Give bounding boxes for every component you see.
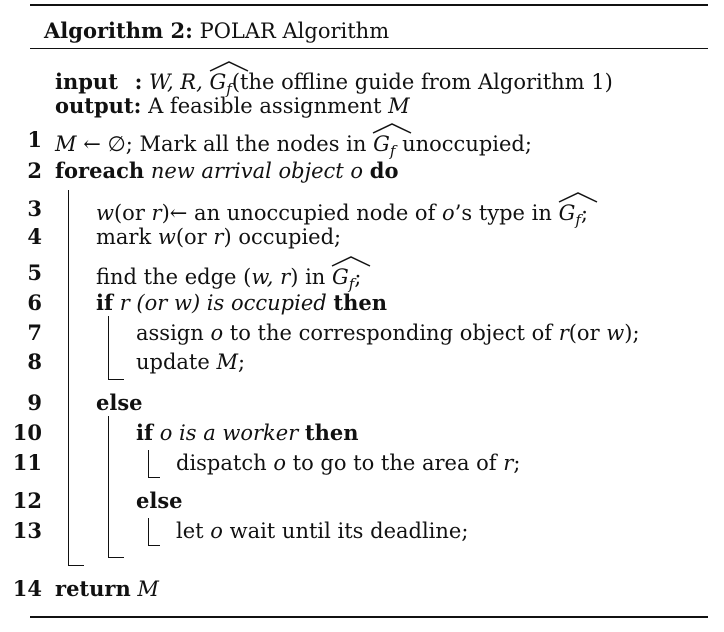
do-keyword: do xyxy=(369,158,399,183)
line-number: 11 xyxy=(12,450,42,475)
line-12 xyxy=(136,488,183,514)
output-variable: M xyxy=(388,94,410,118)
output-line xyxy=(55,93,410,119)
input-separator: : xyxy=(134,69,143,94)
if-block-line xyxy=(108,316,109,380)
inner-else-block-end xyxy=(148,545,160,546)
wide-hat-accent xyxy=(558,191,598,203)
line-4: mark w(or r) occupied; xyxy=(96,225,342,249)
line-7: assign o to the corresponding object of r(or w); xyxy=(136,321,640,345)
line-number: 7 xyxy=(27,320,42,345)
line-5: find the edge (w, r) in $G_f$; xyxy=(96,260,361,297)
if-keyword: if xyxy=(96,290,114,315)
else-block-end xyxy=(108,557,124,558)
wide-hat-accent xyxy=(331,255,371,267)
line-number: 5 xyxy=(27,260,42,285)
foreach-block-line xyxy=(68,190,69,566)
wide-hat-accent xyxy=(372,122,412,134)
then-keyword: then xyxy=(304,420,359,445)
output-keyword: output: xyxy=(55,93,142,118)
line-8: update M; xyxy=(136,350,246,374)
line-14: return M xyxy=(55,576,159,601)
offline-guide-symbol: $G_f$ xyxy=(332,260,354,297)
inner-else-block-line xyxy=(148,518,149,546)
offline-guide-symbol: $G_f$ xyxy=(210,65,232,102)
line-number: 14 xyxy=(12,576,42,601)
bottom-rule xyxy=(30,616,708,618)
then-keyword: then xyxy=(333,290,387,315)
output-description: A feasible assignment xyxy=(148,94,382,118)
line-1: M ← ∅; Mark all the nodes in $G_f$ unoccupied; xyxy=(55,127,532,164)
header-rule xyxy=(30,48,708,49)
offline-guide-symbol: $G_f$ xyxy=(559,196,581,233)
line-number: 6 xyxy=(27,290,42,315)
line-6: if r (or w) is occupied then xyxy=(96,290,387,315)
else-keyword: else xyxy=(136,488,183,513)
line-number: 13 xyxy=(12,518,42,543)
line-number: 8 xyxy=(27,349,42,374)
algorithm-name: POLAR Algorithm xyxy=(199,19,390,43)
line-9 xyxy=(96,390,143,416)
line-number: 4 xyxy=(27,224,42,249)
line-number: 1 xyxy=(27,127,42,152)
if-keyword: if xyxy=(136,420,154,445)
line-number: 12 xyxy=(12,488,42,513)
wide-hat-accent xyxy=(209,60,249,72)
line-number: 10 xyxy=(12,420,42,445)
top-rule xyxy=(30,4,708,6)
algorithm-label: Algorithm 2: xyxy=(44,18,193,43)
line-3: w(or r)← an unoccupied node of o’s type in $G_f$; xyxy=(96,196,588,233)
line-2: foreach new arrival object o do xyxy=(55,158,399,183)
else-keyword: else xyxy=(96,390,143,415)
line-10: if o is a worker then xyxy=(136,420,359,445)
algorithm-header xyxy=(44,18,389,44)
inner-if-block-line xyxy=(148,450,149,478)
line-number: 3 xyxy=(27,196,42,221)
input-vars: W, R, xyxy=(149,70,203,94)
line-13: let o wait until its deadline; xyxy=(176,519,469,543)
else-block-line xyxy=(108,416,109,558)
foreach-keyword: foreach xyxy=(55,158,145,183)
input-description: (the offline guide from Algorithm 1) xyxy=(231,70,613,94)
input-keyword: input xyxy=(55,69,118,94)
offline-guide-symbol: $G_f$ xyxy=(373,127,395,164)
foreach-block-end xyxy=(68,565,84,566)
return-keyword: return xyxy=(55,576,131,601)
line-number: 2 xyxy=(27,158,42,183)
line-number: 9 xyxy=(27,390,42,415)
if-block-end xyxy=(108,379,124,380)
line-11: dispatch o to go to the area of r; xyxy=(176,451,521,475)
inner-if-block-end xyxy=(148,477,160,478)
